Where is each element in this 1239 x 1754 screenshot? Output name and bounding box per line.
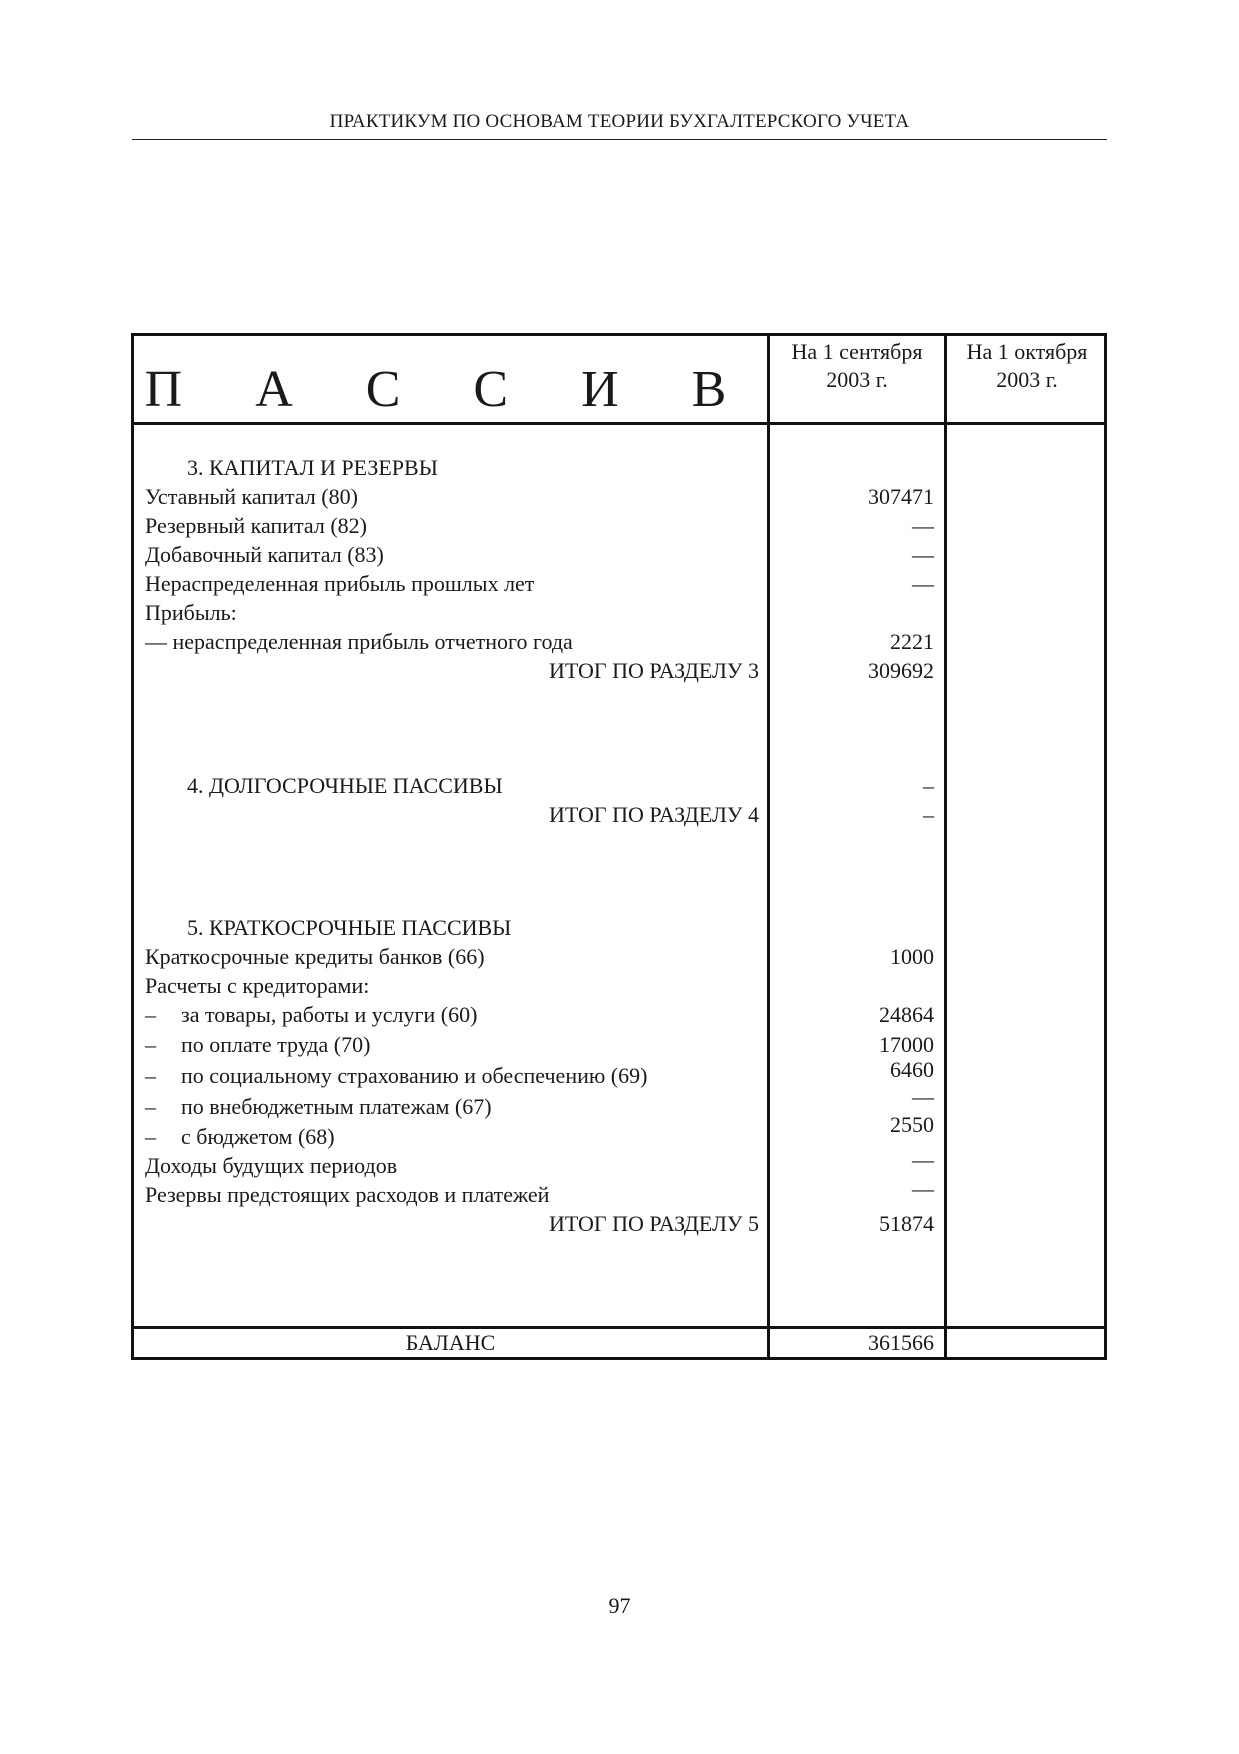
column-header-sep-line1: На 1 сентября <box>791 339 923 364</box>
list-dash: – <box>145 1124 156 1149</box>
row-label: Резервы предстоящих расходов и платежей <box>145 1182 550 1207</box>
row-label: с бюджетом (68) <box>181 1124 335 1149</box>
section-heading <box>134 454 1104 482</box>
row-value: – <box>923 773 934 798</box>
row-label: Нераспределенная прибыль прошлых лет <box>145 571 535 596</box>
table-row <box>134 599 1104 627</box>
column-header-sep-line2: 2003 г. <box>826 367 888 392</box>
section-heading <box>134 772 1104 800</box>
balance-value: 361566 <box>868 1330 934 1355</box>
table-row <box>134 1031 1104 1059</box>
row-label: 5. КРАТКОСРОЧНЫЕ ПАССИВЫ <box>187 915 512 940</box>
column-header-oct-line1: На 1 октября <box>966 339 1088 364</box>
row-value: 309692 <box>868 658 934 683</box>
liabilities-table <box>131 333 1107 1360</box>
table-row <box>134 1057 1104 1090</box>
list-dash: – <box>145 1094 156 1119</box>
row-value: 1000 <box>890 944 934 969</box>
table-row <box>134 1112 1104 1151</box>
row-label: Прибыль: <box>145 600 237 625</box>
table-row <box>134 1147 1104 1180</box>
row-value: — <box>912 542 934 567</box>
row-label: Краткосрочные кредиты банков (66) <box>145 944 485 969</box>
table-row <box>134 943 1104 971</box>
balance-label: БАЛАНС <box>405 1330 496 1355</box>
row-value: — <box>912 1084 934 1109</box>
list-dash: – <box>145 1002 156 1027</box>
table-row <box>134 1084 1104 1121</box>
running-head: ПРАКТИКУМ ПО ОСНОВАМ ТЕОРИИ БУХГАЛТЕРСКОГО УЧЕТА <box>329 111 910 132</box>
row-value: 51874 <box>879 1211 934 1236</box>
column-header-oct-line2: 2003 г. <box>996 367 1058 392</box>
row-label: ИТОГ ПО РАЗДЕЛУ 5 <box>548 1211 759 1236</box>
row-label: по социальному страхованию и обеспечению (69) <box>181 1063 648 1088</box>
table-row <box>134 1176 1104 1209</box>
table-row <box>134 972 1104 1000</box>
row-value: – <box>923 802 934 827</box>
row-label: ИТОГ ПО РАЗДЕЛУ 3 <box>548 658 759 683</box>
row-label: Расчеты с кредиторами: <box>145 973 370 998</box>
row-label: Доходы будущих периодов <box>145 1153 398 1178</box>
table-row <box>134 512 1104 540</box>
row-value: — <box>912 513 934 538</box>
row-value: — <box>912 1176 934 1201</box>
header-divider <box>134 422 1104 425</box>
list-dash: – <box>145 1063 156 1088</box>
section-total <box>134 801 1104 829</box>
table-row <box>134 1001 1104 1029</box>
row-label: по оплате труда (70) <box>181 1032 371 1057</box>
page-number: 97 <box>608 1593 631 1618</box>
row-value: 2221 <box>890 629 934 654</box>
header-rule <box>132 139 1107 140</box>
row-label: Добавочный капитал (83) <box>145 542 384 567</box>
row-value: 2550 <box>890 1112 934 1137</box>
row-value: 307471 <box>868 484 934 509</box>
balance-row <box>134 1329 1104 1357</box>
row-label: ИТОГ ПО РАЗДЕЛУ 4 <box>548 802 759 827</box>
table-row <box>134 541 1104 569</box>
row-value: 24864 <box>879 1002 934 1027</box>
table-row <box>134 628 1104 656</box>
row-value: 17000 <box>879 1032 934 1057</box>
section-total <box>134 657 1104 685</box>
row-label: Резервный капитал (82) <box>145 513 367 538</box>
table-row <box>134 570 1104 598</box>
row-label: за товары, работы и услуги (60) <box>181 1002 478 1027</box>
row-label: по внебюджетным платежам (67) <box>181 1094 492 1119</box>
row-value: — <box>912 571 934 596</box>
section-heading <box>134 914 1104 942</box>
row-label: 4. ДОЛГОСРОЧНЫЕ ПАССИВЫ <box>187 773 503 798</box>
row-label: 3. КАПИТАЛ И РЕЗЕРВЫ <box>187 455 438 480</box>
column-header-sep <box>770 338 944 394</box>
column-header-oct <box>947 338 1107 394</box>
section-total <box>134 1210 1104 1238</box>
row-value: 6460 <box>890 1057 934 1082</box>
table-title: П А С С И В <box>144 361 757 418</box>
row-value: — <box>912 1147 934 1172</box>
row-label: — нераспределенная прибыль отчетного года <box>145 629 573 654</box>
row-label: Уставный капитал (80) <box>145 484 358 509</box>
list-dash: – <box>145 1032 156 1057</box>
table-row <box>134 483 1104 511</box>
